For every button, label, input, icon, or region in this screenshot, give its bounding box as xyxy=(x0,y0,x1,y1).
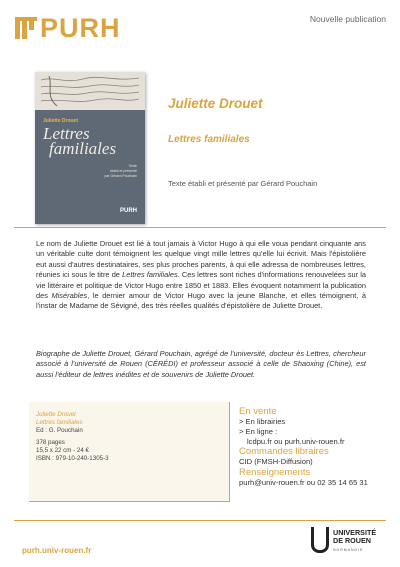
sale-line: > En ligne : xyxy=(239,426,278,436)
description-emphasis: Misérables xyxy=(51,291,88,301)
book-cover-title xyxy=(43,126,116,156)
book-cover-subtitle-line: par Gérard Pouchain xyxy=(104,174,137,178)
description-emphasis: Lettres familiales xyxy=(122,270,178,280)
info-format: 15,5 x 22 cm - 24 € xyxy=(36,446,89,454)
sale-info xyxy=(239,406,379,488)
feature-author: Juliette Drouet xyxy=(168,96,263,111)
footer-divider xyxy=(14,520,386,521)
book-cover-manuscript xyxy=(35,72,145,110)
info-author: Juliette Drouet xyxy=(36,411,76,418)
university-line2: DE ROUEN xyxy=(333,536,371,546)
description xyxy=(36,239,366,312)
sale-links[interactable]: lcdpu.fr ou purh.univ-rouen.fr xyxy=(247,436,345,446)
feature-credit: Texte établi et présenté par Gérard Pouchain xyxy=(168,179,318,188)
description-text: Le nom de Juliette Drouet est lié à tout jamais à Victor Hugo à qui elle voua pendant cinquante ans un véritable culte dont témoignent les quelque vingt mille lettres qu'elle lui écrivit. Mais l'épistolière eut aussi d'autres destinataires, ses plus proches parents, à qui elle adressa de nombreuses lettres, réunies ici sous le titre de xyxy=(36,239,366,280)
book-cover-subtitle-line: Texte xyxy=(128,164,137,168)
logo-text: PURH xyxy=(40,13,121,43)
header-label: Nouvelle publication xyxy=(309,14,386,24)
info-title: Lettres familiales xyxy=(36,418,83,426)
sale-line: > En librairies xyxy=(239,417,286,426)
book-cover xyxy=(35,72,145,224)
description-text: , le dernier amour de Victor Hugo avec la jeune Blanche, et elles témoignent, à l'instar de Madame de Sévigné, des très réelles qualités d'épistolière de Juliette Drouet. xyxy=(36,291,366,311)
footer-website-link[interactable]: purh.univ-rouen.fr xyxy=(22,546,92,555)
contact-heading: Renseignements xyxy=(239,467,311,479)
book-cover-subtitle xyxy=(105,164,138,179)
book-cover-title-line1: Lettres xyxy=(43,124,90,143)
university-name xyxy=(333,529,376,554)
info-pages: 378 pages xyxy=(36,438,65,446)
book-cover-title-line2: familiales xyxy=(49,139,117,158)
info-editor: Ed : G. Pouchain xyxy=(36,426,83,434)
university-mark-icon xyxy=(311,527,329,553)
manuscript-icon xyxy=(35,72,145,110)
feature-title: Lettres familiales xyxy=(168,134,250,145)
book-cover-publisher: PURH xyxy=(119,208,137,214)
university-logo[interactable] xyxy=(311,527,381,559)
contact-line[interactable]: purh@univ-rouen.fr ou 02 35 14 65 31 xyxy=(239,478,368,488)
book-cover-author: Juliette Drouet xyxy=(43,118,79,124)
university-line3: NORMANDIE xyxy=(333,547,364,552)
book-info xyxy=(36,411,109,462)
info-isbn: ISBN : 979-10-240-1305-3 xyxy=(36,454,109,462)
sale-heading: En vente xyxy=(239,406,277,417)
orders-heading: Commandes libraires xyxy=(239,446,329,458)
description-text: . Ces lettres sont riches d'informations renouvelées sur la vie littéraire et politique de Victor Hugo entre 1850 et 1883. Elles évoquent notamment la publication des xyxy=(36,270,367,301)
purh-logo[interactable] xyxy=(14,14,121,42)
university-line1: UNIVERSITÉ xyxy=(333,528,377,537)
book-cover-subtitle-line: établi et présenté xyxy=(110,169,137,173)
purh-logo-mark-icon xyxy=(14,14,38,42)
author-bio: Biographe de Juliette Drouet, Gérard Pouchain, agrégé de l'université, docteur ès Lettres, chercheur associé à l'université de Rouen (CÉRÉDI) et professeur associé à celle de Shaoxing (Chine), est aussi l'éditeur de lettres inédites et de souvenirs de Juliette Drouet. xyxy=(36,349,366,379)
orders-line: CID (FMSH-Diffusion) xyxy=(239,457,313,467)
